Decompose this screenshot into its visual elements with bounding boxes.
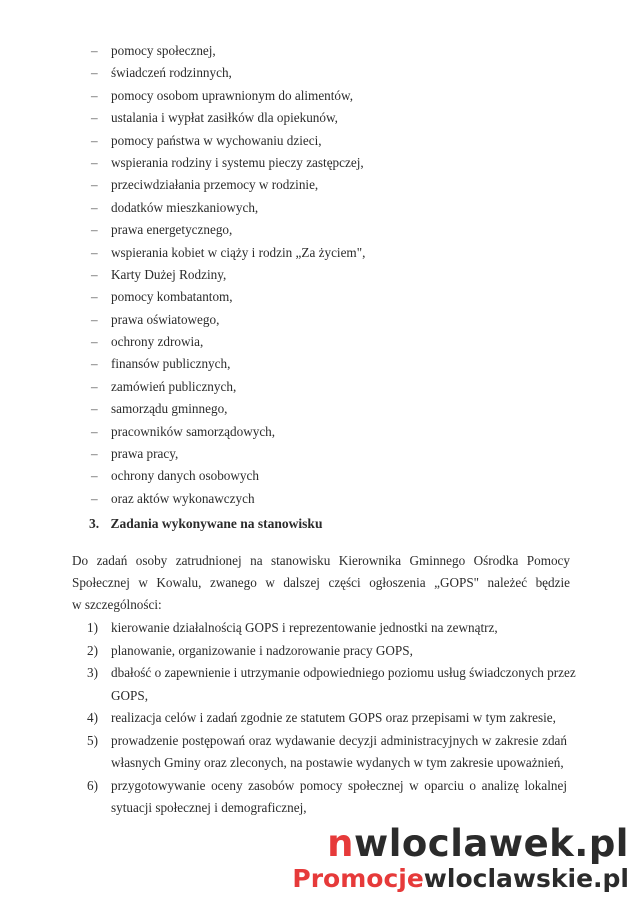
task-text-line: sytuacji społecznej i demograficznej,	[111, 800, 307, 815]
task-text	[111, 707, 567, 730]
list-item	[0, 219, 641, 241]
list-item-text: wspierania rodziny i systemu pieczy zastępczej,	[111, 154, 364, 170]
task-text	[111, 730, 567, 775]
watermark-accent: Promocje	[292, 864, 424, 893]
list-item	[0, 465, 641, 487]
dash-bullet: –	[91, 154, 98, 170]
dash-bullet: –	[91, 110, 98, 126]
list-item-text: ochrony danych osobowych	[111, 468, 259, 484]
task-number: 5)	[87, 732, 98, 748]
list-item-text: zamówień publicznych,	[111, 378, 237, 394]
list-item	[0, 286, 641, 308]
list-item-text: ochrony zdrowia,	[111, 334, 204, 350]
task-text-line: przygotowywanie oceny zasobów pomocy społecznej w oparciu o analizę lokalnej	[111, 777, 567, 793]
task-text-line: realizacja celów i zadań zgodnie ze statutem GOPS oraz przepisami w tym zakresie,	[111, 710, 556, 725]
task-text-line: kierowanie działalnością GOPS i reprezentowanie jednostki na zewnątrz,	[111, 620, 498, 635]
section-title: Zadania wykonywane na stanowisku	[110, 516, 323, 531]
dash-bullet: –	[91, 468, 98, 484]
list-item	[0, 443, 641, 465]
list-item-text: prawa energetycznego,	[111, 222, 233, 238]
task-text	[111, 662, 576, 707]
list-item-text: finansów publicznych,	[111, 356, 231, 372]
intro-line: Do zadań osoby zatrudnionej na stanowisku Kierownika Gminnego Ośrodka Pomocy	[72, 553, 570, 568]
list-item	[0, 40, 641, 62]
list-item-text: pomocy osobom uprawnionym do alimentów,	[111, 87, 353, 103]
tasks-list	[0, 617, 641, 820]
intro-line: Społecznej w Kowalu, zwanego w dalszej części ogłoszenia „GOPS" należeć będzie	[72, 575, 570, 590]
list-item	[0, 62, 641, 84]
site-watermark	[292, 824, 629, 894]
list-item	[0, 488, 641, 510]
task-item	[0, 730, 641, 775]
list-item	[0, 197, 641, 219]
dash-bullet: –	[91, 65, 98, 81]
list-item	[0, 309, 641, 331]
dash-bullet: –	[91, 222, 98, 238]
list-item	[0, 130, 641, 152]
watermark-line-1	[292, 824, 629, 864]
list-item	[0, 85, 641, 107]
section-heading	[89, 516, 322, 532]
task-text	[111, 640, 567, 663]
task-text-line: prowadzenie postępowań oraz wydawanie decyzji administracyjnych w zakresie zdań	[111, 732, 567, 748]
list-item	[0, 421, 641, 443]
dash-bullet: –	[91, 446, 98, 462]
watermark-accent: n	[327, 822, 355, 865]
list-item-text: pomocy kombatantom,	[111, 289, 233, 305]
list-item-text: przeciwdziałania przemocy w rodzinie,	[111, 177, 319, 193]
task-number: 6)	[87, 777, 98, 793]
dash-bullet: –	[91, 244, 98, 260]
list-item-text: samorządu gminnego,	[111, 401, 228, 417]
list-item-text: prawa pracy,	[111, 446, 179, 462]
task-number: 4)	[87, 710, 98, 725]
task-item	[0, 640, 641, 663]
list-item	[0, 107, 641, 129]
list-item	[0, 152, 641, 174]
dash-bullet: –	[91, 87, 98, 103]
intro-paragraph	[72, 550, 570, 616]
list-item	[0, 242, 641, 264]
task-number: 3)	[87, 665, 98, 680]
watermark-line-2	[292, 864, 629, 894]
task-text-line: planowanie, organizowanie i nadzorowanie pracy GOPS,	[111, 642, 413, 658]
task-item	[0, 662, 641, 707]
task-number: 2)	[87, 642, 98, 658]
legal-areas-list	[0, 40, 641, 510]
dash-bullet: –	[91, 311, 98, 327]
list-item	[0, 331, 641, 353]
dash-bullet: –	[91, 401, 98, 417]
task-text	[111, 617, 567, 640]
watermark-text: wloclawskie.pl	[423, 864, 629, 893]
dash-bullet: –	[91, 132, 98, 148]
list-item	[0, 353, 641, 375]
list-item	[0, 174, 641, 196]
list-item-text: dodatków mieszkaniowych,	[111, 199, 259, 215]
list-item	[0, 264, 641, 286]
task-text-line: dbałość o zapewnienie i utrzymanie odpowiedniego poziomu usług świadczonych przez	[111, 665, 576, 680]
task-item	[0, 707, 641, 730]
task-item	[0, 775, 641, 820]
watermark-text: wloclawek.pl	[354, 822, 629, 865]
list-item-text: prawa oświatowego,	[111, 311, 220, 327]
dash-bullet: –	[91, 334, 98, 350]
dash-bullet: –	[91, 266, 98, 282]
section-number: 3.	[89, 516, 100, 531]
task-text-line: GOPS,	[111, 687, 149, 703]
list-item-text: Karty Dużej Rodziny,	[111, 266, 227, 282]
task-text	[111, 775, 567, 820]
list-item-text: oraz aktów wykonawczych	[111, 490, 255, 506]
dash-bullet: –	[91, 423, 98, 439]
task-number: 1)	[87, 620, 98, 635]
task-text-line: własnych Gminy oraz zleconych, na postawie wydanych w tym zakresie upoważnień,	[111, 755, 564, 770]
dash-bullet: –	[91, 177, 98, 193]
dash-bullet: –	[91, 378, 98, 394]
list-item-text: pomocy społecznej,	[111, 43, 216, 58]
dash-bullet: –	[91, 289, 98, 305]
list-item	[0, 398, 641, 420]
list-item-text: pracowników samorządowych,	[111, 423, 276, 439]
dash-bullet: –	[91, 43, 98, 58]
intro-line: w szczególności:	[72, 597, 162, 612]
dash-bullet: –	[91, 356, 98, 372]
list-item-text: ustalania i wypłat zasiłków dla opiekunów,	[111, 110, 338, 126]
list-item-text: świadczeń rodzinnych,	[111, 65, 232, 81]
list-item	[0, 376, 641, 398]
list-item-text: wspierania kobiet w ciąży i rodzin „Za życiem",	[111, 244, 366, 260]
list-item-text: pomocy państwa w wychowaniu dzieci,	[111, 132, 322, 148]
dash-bullet: –	[91, 199, 98, 215]
dash-bullet: –	[91, 490, 98, 506]
task-item	[0, 617, 641, 640]
